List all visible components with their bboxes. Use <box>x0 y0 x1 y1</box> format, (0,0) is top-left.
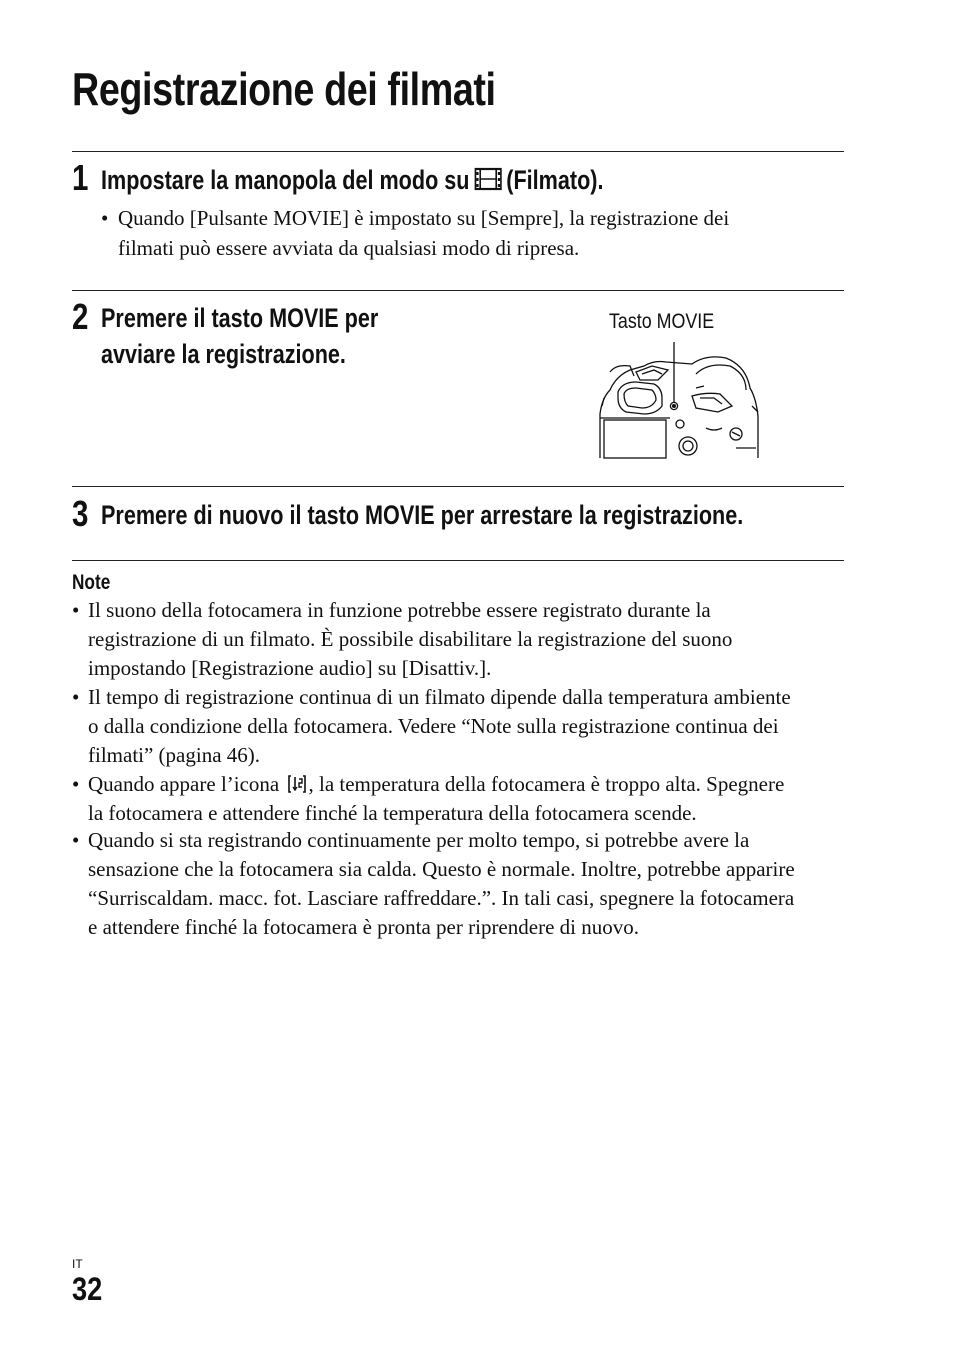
step-2-number: 2 <box>72 296 89 337</box>
step-1-bullet-symbol: • <box>101 206 109 230</box>
note-bullet: • <box>72 772 80 796</box>
note-item <box>72 596 852 683</box>
step-2-heading-line-2: avviare la registrazione. <box>101 339 346 369</box>
note-text-after-icon: , la temperatura della fotocamera è troppo alta. Spegnere <box>308 772 785 796</box>
step-1-divider <box>72 151 844 152</box>
step-3-heading: Premere di nuovo il tasto MOVIE per arrestare la registrazione. <box>101 500 744 530</box>
notes-divider <box>72 560 844 561</box>
step-2-heading-line-1: Premere il tasto MOVIE per <box>101 303 379 333</box>
movie-film-icon <box>474 164 501 200</box>
step-1-bullet-line-2: filmati può essere avviata da qualsiasi modo di ripresa. <box>118 236 580 260</box>
notes-heading: Note <box>72 571 111 594</box>
step-3-divider <box>72 486 844 487</box>
note-text: Il tempo di registrazione continua di un filmato dipende dalla temperatura ambiente o dalla condizione della fotocamera. Vedere “Note sulla registrazione continua dei filmati” (pagina 46). <box>88 685 791 767</box>
step-1-number: 1 <box>72 157 89 198</box>
note-text-before-icon: Quando appare l’icona <box>88 772 280 796</box>
note-text: Quando si sta registrando continuamente per molto tempo, si potrebbe avere la sensazione che la fotocamera sia calda. Questo è normale. Inoltre, potrebbe apparire “Surriscaldam. macc. fot. Lasciare raffreddare.”. In tali casi, spegnere la fotocamera e attendere finché la fotocamera è pronta per riprendere di nuovo. <box>88 828 795 939</box>
movie-button-callout-label: Tasto MOVIE <box>609 310 715 333</box>
step-1-heading-suffix: (Filmato). <box>506 165 604 195</box>
language-code: IT <box>72 1257 83 1271</box>
step-1-heading-text: Impostare la manopola del modo su <box>101 165 470 195</box>
step-3-number: 3 <box>72 493 89 534</box>
page-title: Registrazione dei filmati <box>72 63 496 115</box>
note-item <box>72 826 852 942</box>
note-item <box>72 683 852 770</box>
camera-top-illustration <box>596 336 766 460</box>
step-1-bullet-line-1: Quando [Pulsante MOVIE] è impostato su [Sempre], la registrazione dei <box>118 206 730 230</box>
note-text-line-2: la fotocamera e attendere finché la temperatura della fotocamera scende. <box>88 801 697 825</box>
note-item <box>72 770 852 828</box>
page-number: 32 <box>72 1271 103 1307</box>
note-bullet: • <box>72 685 80 709</box>
note-bullet: • <box>72 598 80 622</box>
note-bullet: • <box>72 828 80 852</box>
step-1-heading <box>101 162 603 200</box>
overheat-warning-icon <box>287 773 307 802</box>
note-text-line-1 <box>88 770 784 802</box>
note-text: Il suono della fotocamera in funzione potrebbe essere registrato durante la registrazione di un filmato. È possibile disabilitare la registrazione del suono impostando [Registrazione audio] su [Disattiv.]. <box>88 598 733 680</box>
step-2-divider <box>72 290 844 291</box>
